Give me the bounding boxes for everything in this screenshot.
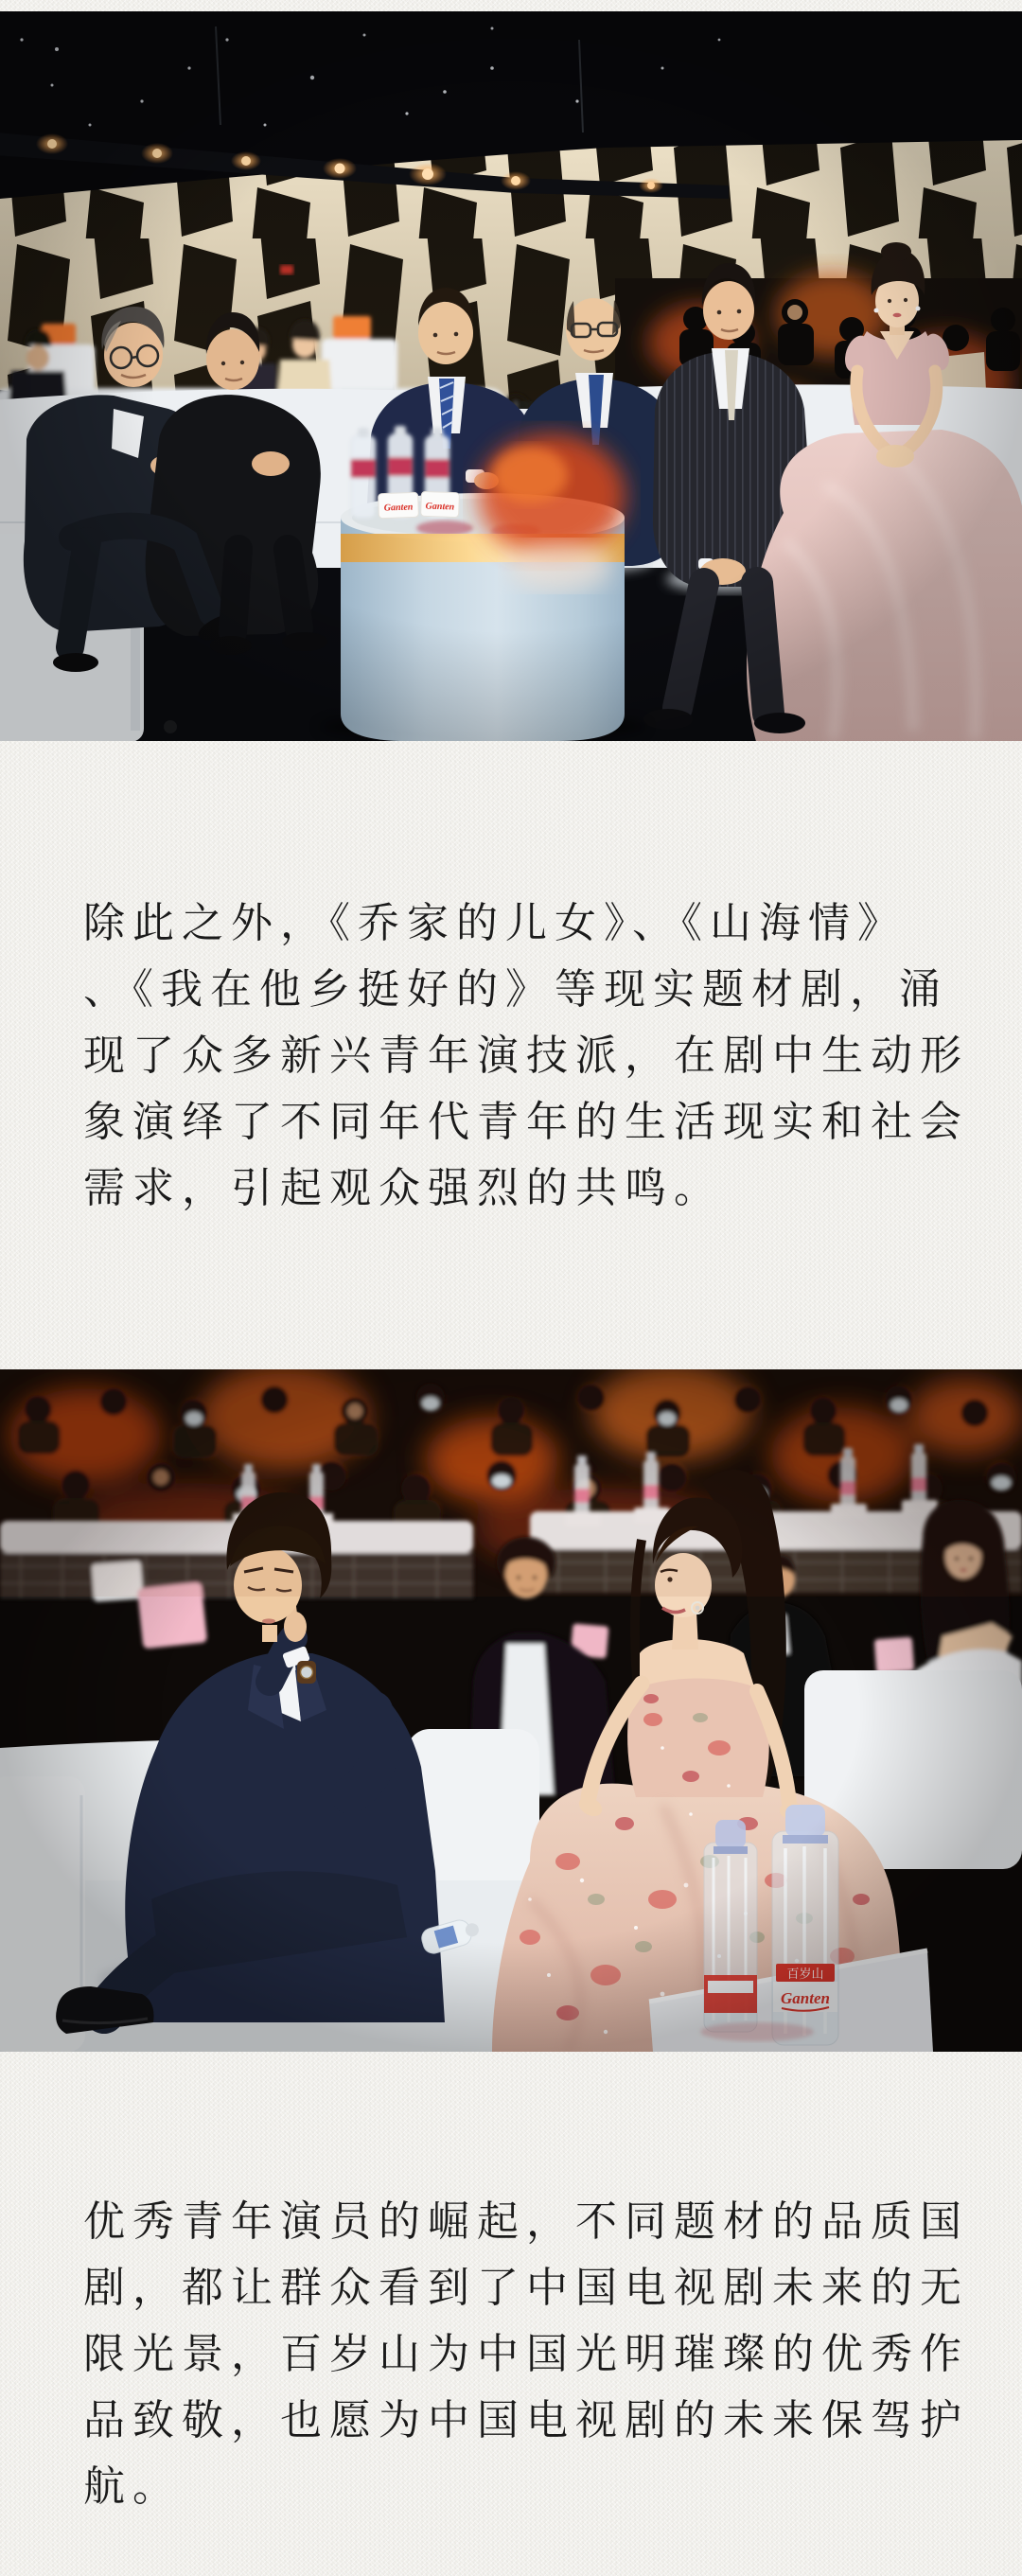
text-line: 需求，引起观众强烈的共鸣。: [83, 1165, 723, 1211]
text-line: 除此之外，《乔家的儿女》、《山海情》: [83, 900, 907, 946]
text-line: 品致敬，也愿为中国电视剧的未来保驾护: [83, 2397, 969, 2444]
warm-light-wash: [0, 1369, 1022, 1597]
text-line: 、《我在他乡挺好的》等现实题材剧，涌: [83, 966, 948, 1013]
text-line: 限光景，百岁山为中国光明璀璨的优秀作: [83, 2331, 969, 2377]
event-photo-2[interactable]: [0, 1369, 1022, 2052]
text-line: 剧，都让群众看到了中国电视剧未来的无: [83, 2265, 969, 2311]
paragraph-1: [0, 891, 1022, 1222]
vignette: [0, 11, 1022, 741]
text-line: 优秀青年演员的崛起，不同题材的品质国: [83, 2198, 969, 2245]
text-line: 象演绎了不同年代青年的生活现实和社会: [83, 1099, 969, 1145]
event-photo-1[interactable]: [0, 11, 1022, 741]
text-line: 现了众多新兴青年演技派，在剧中生动形: [83, 1032, 969, 1079]
paragraph-2: [0, 2189, 1022, 2520]
text-line: 航。: [83, 2463, 182, 2510]
